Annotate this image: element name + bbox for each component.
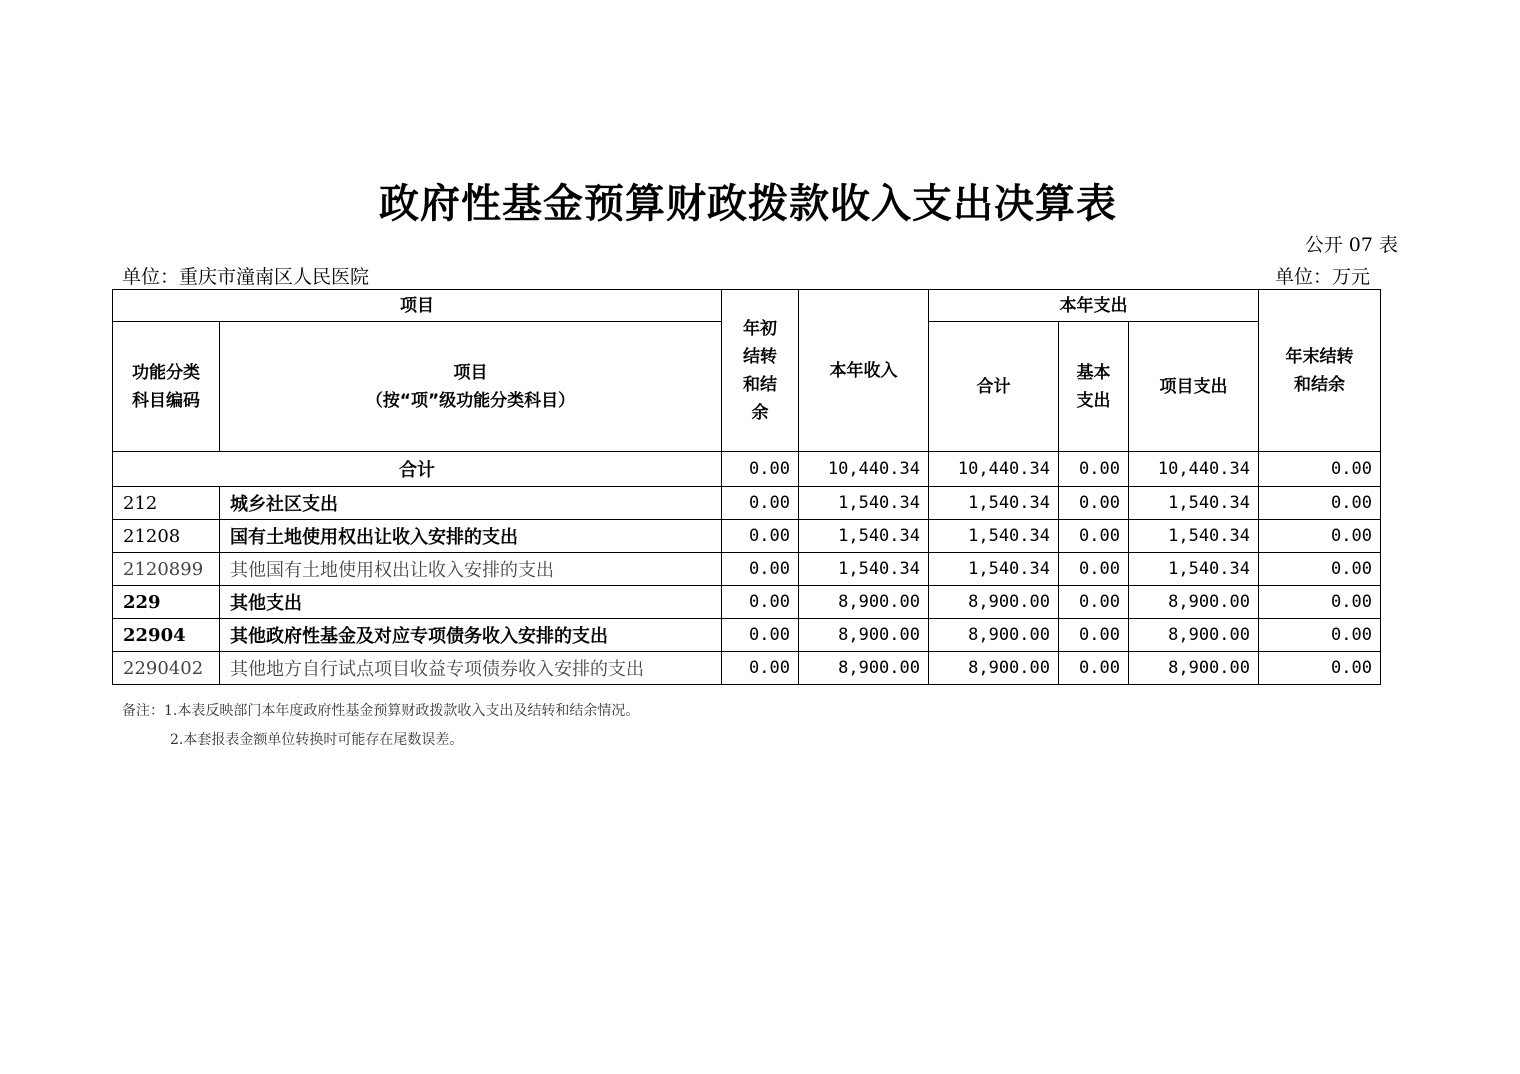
- cell-begin: 0.00: [722, 452, 799, 487]
- note-line-2: 2.本套报表金额单位转换时可能存在尾数误差。: [170, 732, 464, 748]
- cell-income: 10,440.34: [799, 452, 929, 487]
- cell-end: 0.00: [1259, 619, 1381, 652]
- header-code: [113, 322, 220, 452]
- cell-name: 其他支出: [220, 586, 722, 619]
- cell-code: 229: [113, 586, 220, 619]
- note-line-1: 备注：1.本表反映部门本年度政府性基金预算财政拨款收入支出及结转和结余情况。: [122, 703, 640, 719]
- cell-name: 国有土地使用权出让收入安排的支出: [220, 520, 722, 553]
- cell-project: 1,540.34: [1129, 553, 1259, 586]
- unit-currency: 单位：万元: [1274, 266, 1370, 288]
- cell-code: 2120899: [113, 553, 220, 586]
- cell-basic: 0.00: [1059, 619, 1129, 652]
- cell-begin: 0.00: [722, 520, 799, 553]
- header-total: 合计: [929, 322, 1059, 452]
- budget-table: [112, 289, 1381, 685]
- cell-begin: 0.00: [722, 652, 799, 685]
- table-row-total: [113, 452, 1381, 487]
- header-begin-balance: [722, 290, 799, 452]
- header-expense-group: 本年支出: [929, 290, 1259, 322]
- cell-income: 1,540.34: [799, 520, 929, 553]
- cell-code: 2290402: [113, 652, 220, 685]
- cell-code: 21208: [113, 520, 220, 553]
- cell-basic: 0.00: [1059, 586, 1129, 619]
- cell-basic: 0.00: [1059, 652, 1129, 685]
- form-number: 公开 07 表: [1304, 234, 1398, 256]
- header-item: [220, 322, 722, 452]
- cell-begin: 0.00: [722, 586, 799, 619]
- cell-income: 8,900.00: [799, 619, 929, 652]
- cell-project: 10,440.34: [1129, 452, 1259, 487]
- cell-end: 0.00: [1259, 553, 1381, 586]
- cell-begin: 0.00: [722, 619, 799, 652]
- cell-end: 0.00: [1259, 520, 1381, 553]
- header-project-exp: 项目支出: [1129, 322, 1259, 452]
- cell-total: 8,900.00: [929, 586, 1059, 619]
- cell-total: 1,540.34: [929, 487, 1059, 520]
- cell-project: 8,900.00: [1129, 586, 1259, 619]
- header-basic-text: 基本支出: [1076, 362, 1111, 411]
- total-label: 合计: [113, 452, 722, 487]
- header-code-text: 功能分类科目编码: [132, 362, 200, 411]
- cell-income: 1,540.34: [799, 487, 929, 520]
- cell-income: 8,900.00: [799, 586, 929, 619]
- table-row: [113, 619, 1381, 652]
- cell-begin: 0.00: [722, 487, 799, 520]
- cell-name: 城乡社区支出: [220, 487, 722, 520]
- cell-end: 0.00: [1259, 652, 1381, 685]
- cell-name: 其他国有土地使用权出让收入安排的支出: [220, 553, 722, 586]
- cell-income: 8,900.00: [799, 652, 929, 685]
- notes: [122, 697, 639, 755]
- cell-name: 其他政府性基金及对应专项债务收入安排的支出: [220, 619, 722, 652]
- header-item-line1: 项目: [453, 362, 488, 383]
- cell-total: 1,540.34: [929, 520, 1059, 553]
- page-title: 政府性基金预算财政拨款收入支出决算表: [379, 180, 1117, 227]
- cell-project: 1,540.34: [1129, 487, 1259, 520]
- table-row: [113, 652, 1381, 685]
- cell-project: 8,900.00: [1129, 652, 1259, 685]
- cell-end: 0.00: [1259, 487, 1381, 520]
- cell-basic: 0.00: [1059, 553, 1129, 586]
- table-row: [113, 487, 1381, 520]
- cell-project: 8,900.00: [1129, 619, 1259, 652]
- header-begin-balance-text: 年初结转和结余: [743, 318, 777, 423]
- cell-name: 其他地方自行试点项目收益专项债券收入安排的支出: [220, 652, 722, 685]
- header-item-line2: （按“项”级功能分类科目）: [365, 390, 576, 411]
- cell-income: 1,540.34: [799, 553, 929, 586]
- header-basic: [1059, 322, 1129, 452]
- cell-begin: 0.00: [722, 553, 799, 586]
- header-end-balance: [1259, 290, 1381, 452]
- cell-total: 8,900.00: [929, 619, 1059, 652]
- cell-basic: 0.00: [1059, 452, 1129, 487]
- cell-total: 8,900.00: [929, 652, 1059, 685]
- cell-basic: 0.00: [1059, 520, 1129, 553]
- table-row: [113, 553, 1381, 586]
- header-income: 本年收入: [799, 290, 929, 452]
- cell-code: 22904: [113, 619, 220, 652]
- cell-project: 1,540.34: [1129, 520, 1259, 553]
- cell-end: 0.00: [1259, 452, 1381, 487]
- cell-total: 10,440.34: [929, 452, 1059, 487]
- header-project-group: 项目: [113, 290, 722, 322]
- cell-basic: 0.00: [1059, 487, 1129, 520]
- table-row: [113, 586, 1381, 619]
- unit-organization: 单位：重庆市潼南区人民医院: [122, 266, 370, 288]
- cell-total: 1,540.34: [929, 553, 1059, 586]
- header-end-balance-text: 年末结转和结余: [1285, 346, 1354, 395]
- cell-end: 0.00: [1259, 586, 1381, 619]
- table-row: [113, 520, 1381, 553]
- cell-code: 212: [113, 487, 220, 520]
